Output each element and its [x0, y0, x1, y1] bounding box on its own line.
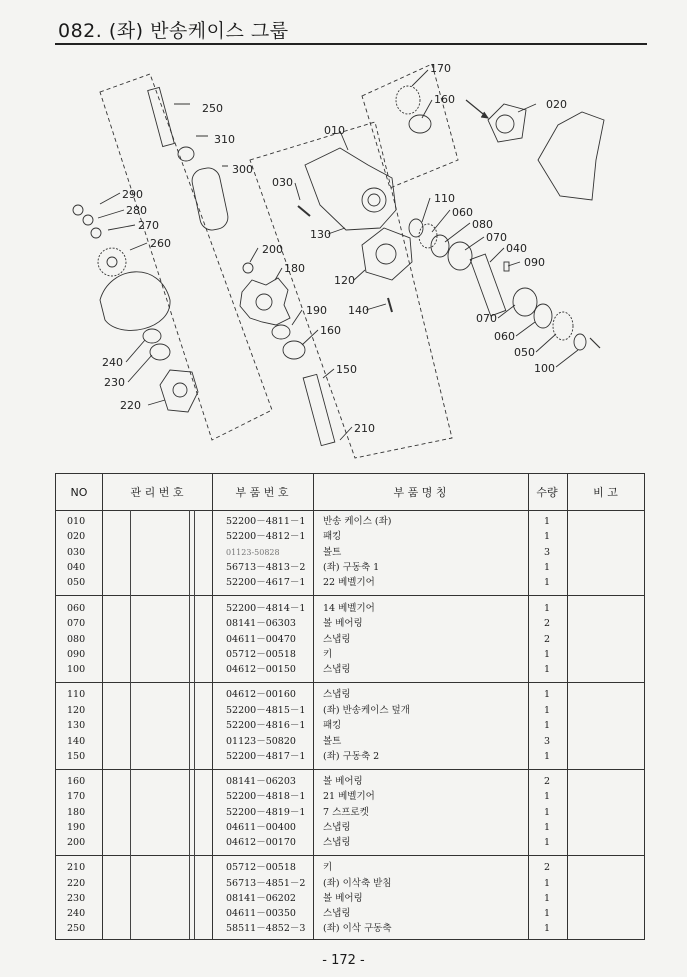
row-no: 230 [67, 893, 86, 904]
row-part-name: 볼 베어링 [323, 893, 363, 904]
row-quantity: 1 [543, 908, 551, 919]
exploded-parts-diagram [0, 48, 687, 468]
row-quantity: 1 [543, 603, 551, 614]
label-110: 110 [434, 192, 455, 205]
row-part-number: 52200－4814－1 [226, 603, 306, 614]
bearing-070a [448, 242, 472, 270]
chain-guide [100, 272, 170, 331]
table-row [56, 601, 644, 616]
row-part-name: (좌) 구동축 2 [323, 751, 380, 762]
label-270: 270 [138, 219, 159, 232]
shaft-150 [303, 374, 335, 445]
row-part-number: 52200－4812－1 [226, 531, 306, 542]
title-underline [55, 43, 647, 45]
label-090: 090 [524, 256, 545, 269]
row-quantity: 2 [543, 634, 551, 645]
row-part-name: (좌) 반송케이스 덮개 [323, 705, 410, 716]
header-no: NO [70, 485, 88, 499]
label-290: 290 [122, 188, 143, 201]
row-no: 070 [67, 618, 86, 629]
table-row [56, 835, 644, 850]
header-management-number: 관 리 번 호 [130, 486, 184, 499]
row-quantity: 1 [543, 751, 551, 762]
table-row [56, 906, 644, 921]
row-no: 030 [67, 547, 86, 558]
bolt-030 [298, 206, 310, 216]
snapring-240 [143, 329, 161, 343]
ring-270 [91, 228, 101, 238]
collar-310 [178, 147, 194, 161]
row-quantity: 1 [543, 649, 551, 660]
row-part-number: 05712－00518 [226, 862, 296, 873]
snapring-200 [243, 263, 253, 273]
row-no: 250 [67, 923, 86, 934]
label-020: 020 [546, 98, 567, 111]
row-part-name: 패킹 [323, 720, 342, 731]
row-quantity: 1 [543, 923, 551, 934]
label-250: 250 [202, 102, 223, 115]
row-part-name: 스냅링 [323, 634, 351, 645]
gear-170 [396, 86, 420, 114]
row-part-name: 스냅링 [323, 837, 351, 848]
header-part-name: 부 품 명 칭 [393, 486, 447, 499]
row-no: 050 [67, 577, 86, 588]
row-quantity: 1 [543, 577, 551, 588]
label-170: 170 [430, 62, 451, 75]
left-group-outline [100, 74, 272, 440]
label-180: 180 [284, 262, 305, 275]
row-quantity: 1 [543, 705, 551, 716]
group-divider [56, 769, 644, 770]
label-260: 260 [150, 237, 171, 250]
table-row [56, 703, 644, 718]
row-no: 040 [67, 562, 86, 573]
row-part-name: 스냅링 [323, 908, 351, 919]
row-no: 010 [67, 516, 86, 527]
row-part-number: 01123－50820 [226, 736, 296, 747]
row-part-name: 키 [323, 862, 333, 873]
snapring-190 [272, 325, 290, 339]
bolt-140 [388, 298, 392, 312]
row-part-name: 스냅링 [323, 664, 351, 675]
label-100: 100 [534, 362, 555, 375]
row-part-number: 08141－06303 [226, 618, 296, 629]
table-row [56, 632, 644, 647]
bracket-220 [160, 370, 198, 412]
row-quantity: 1 [543, 689, 551, 700]
case-010 [305, 148, 396, 230]
snapring-100 [574, 334, 586, 350]
snapring-080 [431, 235, 449, 257]
label-220: 220 [120, 399, 141, 412]
row-part-number: 52200－4811－1 [226, 516, 306, 527]
label-030: 030 [272, 176, 293, 189]
label-230: 230 [104, 376, 125, 389]
row-part-number: 05712－00518 [226, 649, 296, 660]
row-quantity: 1 [543, 720, 551, 731]
row-no: 150 [67, 751, 86, 762]
row-quantity: 3 [543, 547, 551, 558]
header-remarks: 비 고 [593, 486, 618, 499]
row-part-number: 04611－00350 [226, 908, 296, 919]
row-quantity: 1 [543, 664, 551, 675]
sprocket-180 [240, 278, 290, 325]
row-quantity: 3 [543, 736, 551, 747]
row-part-name: 패킹 [323, 531, 342, 542]
label-010: 010 [324, 124, 345, 137]
row-part-name: 볼트 [323, 736, 342, 747]
shaft-040 [470, 254, 506, 316]
row-part-number: 01123-50828 [226, 548, 280, 557]
bearing-070b [513, 288, 537, 316]
header-quantity: 수량 [536, 486, 558, 499]
label-050: 050 [514, 346, 535, 359]
label-150: 150 [336, 363, 357, 376]
row-no: 170 [67, 791, 86, 802]
header-divider [56, 510, 644, 511]
row-quantity: 1 [543, 822, 551, 833]
gear-060a [419, 224, 437, 248]
label-080: 080 [472, 218, 493, 231]
row-quantity: 1 [543, 878, 551, 889]
row-part-number: 56713－4813－2 [226, 562, 306, 573]
row-part-name: 7 스프로켓 [323, 807, 369, 818]
row-part-name: 키 [323, 649, 333, 660]
table-row [56, 687, 644, 702]
bearing-160b [409, 115, 431, 133]
label-070a: 070 [486, 231, 507, 244]
snapring-060b [534, 304, 552, 328]
group-divider [56, 855, 644, 856]
page-title: 082. (좌) 반송케이스 그룹 [58, 20, 289, 42]
row-part-number: 04611－00400 [226, 822, 296, 833]
row-no: 200 [67, 837, 86, 848]
row-part-number: 52200－4817－1 [226, 751, 306, 762]
row-part-number: 52200－4617－1 [226, 577, 306, 588]
row-no: 020 [67, 531, 86, 542]
packing-020 [488, 104, 526, 142]
row-part-name: 21 베벨기어 [323, 791, 375, 802]
table-row [56, 749, 644, 764]
table-row [56, 734, 644, 749]
label-040: 040 [506, 242, 527, 255]
row-part-number: 52200－4818－1 [226, 791, 306, 802]
table-row [56, 575, 644, 590]
tube-300 [190, 166, 230, 232]
label-190: 190 [306, 304, 327, 317]
label-060b: 060 [494, 330, 515, 343]
row-no: 060 [67, 603, 86, 614]
row-no: 180 [67, 807, 86, 818]
cover-120 [362, 228, 412, 280]
row-part-number: 52200－4815－1 [226, 705, 306, 716]
row-no: 120 [67, 705, 86, 716]
row-part-name: 스냅링 [323, 822, 351, 833]
table-row [56, 774, 644, 789]
row-quantity: 1 [543, 516, 551, 527]
table-row [56, 560, 644, 575]
label-120: 120 [334, 274, 355, 287]
label-280: 280 [126, 204, 147, 217]
table-row [56, 662, 644, 677]
label-200: 200 [262, 243, 283, 256]
row-part-number: 52200－4816－1 [226, 720, 306, 731]
row-part-number: 08141－06202 [226, 893, 296, 904]
housing-outline [538, 112, 604, 200]
row-no: 100 [67, 664, 86, 675]
table-row [56, 514, 644, 529]
row-no: 190 [67, 822, 86, 833]
table-row [56, 860, 644, 875]
center-group-outline [250, 122, 452, 458]
label-240: 240 [102, 356, 123, 369]
row-part-name: 스냅링 [323, 689, 351, 700]
label-160b: 160 [434, 93, 455, 106]
row-part-number: 52200－4819－1 [226, 807, 306, 818]
label-070b: 070 [476, 312, 497, 325]
group-divider [56, 595, 644, 596]
label-300: 300 [232, 163, 253, 176]
row-no: 110 [67, 689, 86, 700]
table-row [56, 529, 644, 544]
gear-050 [553, 312, 573, 340]
table-row [56, 718, 644, 733]
row-no: 220 [67, 878, 86, 889]
table-row [56, 820, 644, 835]
table-row [56, 805, 644, 820]
table-row [56, 647, 644, 662]
row-part-name: (좌) 이삭 구동축 [323, 923, 392, 934]
row-quantity: 1 [543, 893, 551, 904]
row-quantity: 2 [543, 776, 551, 787]
header-part-number: 부 품 번 호 [235, 486, 289, 499]
parts-table [55, 473, 645, 940]
row-quantity: 1 [543, 807, 551, 818]
label-140: 140 [348, 304, 369, 317]
row-quantity: 2 [543, 618, 551, 629]
table-row [56, 545, 644, 560]
row-no: 140 [67, 736, 86, 747]
table-row [56, 921, 644, 936]
label-160a: 160 [320, 324, 341, 337]
row-part-number: 56713－4851－2 [226, 878, 306, 889]
row-part-number: 04612－00170 [226, 837, 296, 848]
group-divider [56, 682, 644, 683]
row-no: 240 [67, 908, 86, 919]
key-090 [504, 262, 509, 271]
label-310: 310 [214, 133, 235, 146]
row-part-name: 14 베벨기어 [323, 603, 375, 614]
row-part-name: (좌) 구동축 1 [323, 562, 380, 573]
row-no: 090 [67, 649, 86, 660]
row-quantity: 1 [543, 837, 551, 848]
page-number: - 172 - [322, 953, 365, 968]
drive-shaft-250 [148, 87, 175, 146]
ring-280 [83, 215, 93, 225]
row-part-name: 볼 베어링 [323, 776, 363, 787]
row-part-number: 04612－00150 [226, 664, 296, 675]
row-no: 210 [67, 862, 86, 873]
table-row [56, 789, 644, 804]
bearing-230 [150, 344, 170, 360]
row-part-number: 04612－00160 [226, 689, 296, 700]
row-no: 130 [67, 720, 86, 731]
row-part-name: 22 베벨기어 [323, 577, 375, 588]
row-no: 080 [67, 634, 86, 645]
label-210: 210 [354, 422, 375, 435]
row-quantity: 1 [543, 531, 551, 542]
table-row [56, 891, 644, 906]
row-part-name: 볼트 [323, 547, 342, 558]
row-quantity: 2 [543, 862, 551, 873]
sprocket-260 [98, 248, 126, 276]
row-part-number: 08141－06203 [226, 776, 296, 787]
table-row [56, 876, 644, 891]
row-part-name: 반송 케이스 (좌) [323, 516, 392, 527]
snapring-110 [409, 219, 423, 237]
row-part-name: 볼 베어링 [323, 618, 363, 629]
ring-290 [73, 205, 83, 215]
bearing-160a [283, 341, 305, 359]
table-row [56, 616, 644, 631]
row-part-number: 04611－00470 [226, 634, 296, 645]
label-060a: 060 [452, 206, 473, 219]
row-quantity: 1 [543, 791, 551, 802]
row-no: 160 [67, 776, 86, 787]
arrow-right [590, 338, 600, 348]
row-part-name: (좌) 이삭축 받침 [323, 878, 392, 889]
row-part-number: 58511－4852－3 [226, 923, 306, 934]
row-quantity: 1 [543, 562, 551, 573]
label-130: 130 [310, 228, 331, 241]
